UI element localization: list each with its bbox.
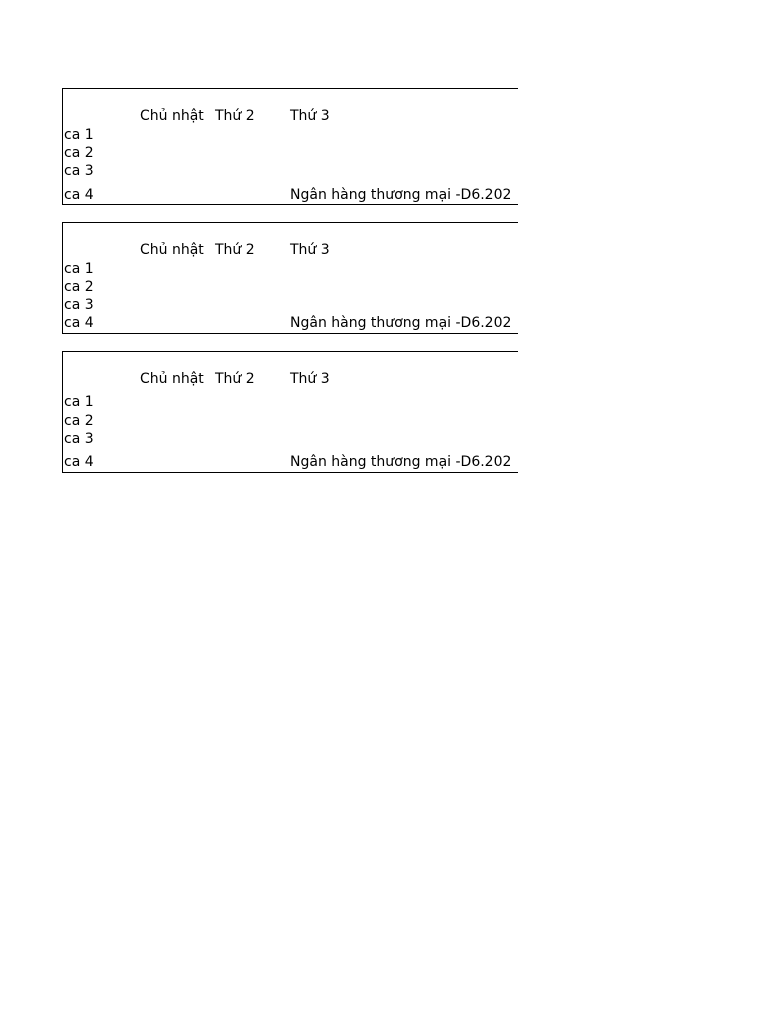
row-label-ca-1: ca 1 — [64, 127, 94, 143]
header-thu-3: Thứ 3 — [290, 242, 330, 258]
header-chu-nhat: Chủ nhật — [140, 108, 204, 124]
row-label-ca-3: ca 3 — [64, 163, 94, 179]
row-label-ca-4: ca 4 — [64, 315, 94, 331]
schedule-block-2 — [62, 222, 518, 334]
header-thu-3: Thứ 3 — [290, 108, 330, 124]
row-label-ca-2: ca 2 — [64, 145, 94, 161]
header-chu-nhat: Chủ nhật — [140, 242, 204, 258]
row-label-ca-4: ca 4 — [64, 454, 94, 470]
row-label-ca-3: ca 3 — [64, 297, 94, 313]
row-label-ca-1: ca 1 — [64, 394, 94, 410]
schedule-block-3 — [62, 351, 518, 473]
row-label-ca-1: ca 1 — [64, 261, 94, 277]
header-thu-2: Thứ 2 — [215, 371, 255, 387]
row-label-ca-2: ca 2 — [64, 279, 94, 295]
header-thu-3: Thứ 3 — [290, 371, 330, 387]
row-label-ca-3: ca 3 — [64, 431, 94, 447]
row-label-ca-4: ca 4 — [64, 187, 94, 203]
row-label-ca-2: ca 2 — [64, 413, 94, 429]
ca-4-thu-3-class: Ngân hàng thương mại -D6.202 — [290, 187, 512, 203]
header-chu-nhat: Chủ nhật — [140, 371, 204, 387]
ca-4-thu-3-class: Ngân hàng thương mại -D6.202 — [290, 454, 512, 470]
schedule-block-1 — [62, 88, 518, 205]
header-thu-2: Thứ 2 — [215, 242, 255, 258]
ca-4-thu-3-class: Ngân hàng thương mại -D6.202 — [290, 315, 512, 331]
header-thu-2: Thứ 2 — [215, 108, 255, 124]
